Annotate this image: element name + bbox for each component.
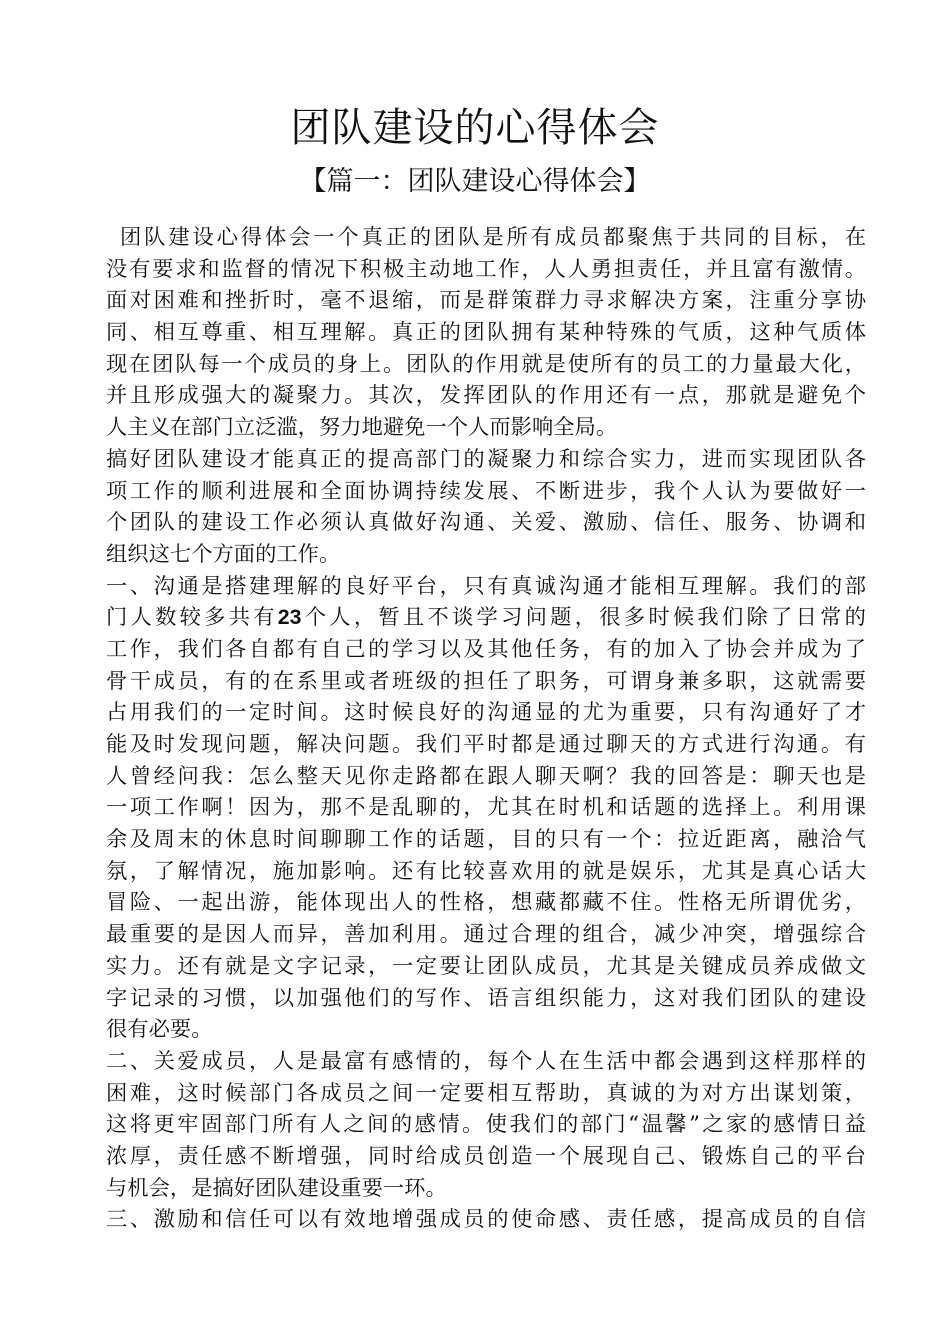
member-count: 23 [277,605,302,630]
text-line: 现在团队每一个成员的身上。团队的作用就是使所有的员工的力量最大化， [106,351,866,377]
text-line: 一、沟通是搭建理解的良好平台，只有真诚沟通才能相互理解。我们的部 [106,573,866,599]
text-line: 组织这七个方面的工作。 [106,541,341,567]
text-line: 人曾经问我：怎么整天见你走路都在跟人聊天啊？我的回答是：聊天也是 [106,763,866,789]
text-line: 占用我们的一定时间。这时候良好的沟通显的尤为重要，只有沟通好了才 [106,700,866,726]
text-line: 一项工作啊！因为，那不是乱聊的，尤其在时机和话题的选择上。利用课 [106,795,866,821]
text-line: 这将更牢固部门所有人之间的感情。使我们的部门“温馨”之家的感情日益 [106,1112,866,1138]
section-heading: 【篇一：团队建设心得体会】 [299,166,651,197]
text-line: 个团队的建设工作必须认真做好沟通、关爱、激励、信任、服务、协调和 [106,510,866,536]
text-line: 很有必要。 [106,1017,213,1043]
text-line: 余及周末的休息时间聊聊工作的话题，目的只有一个：拉近距离，融洽气 [106,827,866,853]
text-segment: 个人，暂且不谈学习问题，很多时候我们除了日常的 [301,605,866,631]
text-line: 最重要的是因人而异，善加利用。通过合理的组合，减少冲突，增强综合 [106,922,866,948]
text-line: 骨干成员，有的在系里或者班级的担任了职务，可谓身兼多职，这就需要 [106,668,866,694]
text-line: 困难，这时候部门各成员之间一定要相互帮助，真诚的为对方出谋划策， [106,1080,866,1106]
text-line: 冒险、一起出游，能体现出人的性格，想藏都藏不住。性格无所谓优劣， [106,890,866,916]
text-line: 氛，了解情况，施加影响。还有比较喜欢用的就是娱乐，尤其是真心话大 [106,858,866,884]
text-line: 工作，我们各自都有自己的学习以及其他任务，有的加入了协会并成为了 [106,636,866,662]
text-line: 三、激励和信任可以有效地增强成员的使命感、责任感，提高成员的自信 [106,1207,866,1233]
document-title: 团队建设的心得体会 [290,105,660,151]
text-line: 浓厚，责任感不断增强，同时给成员创造一个展现自己、锻炼自己的平台 [106,1143,866,1169]
text-line: 字记录的习惯，以加强他们的写作、语言组织能力，这对我们团队的建设 [106,985,866,1011]
text-line: 并且形成强大的凝聚力。其次，发挥团队的作用还有一点，那就是避免个 [106,383,866,409]
text-line: 同、相互尊重、相互理解。真正的团队拥有某种特殊的气质，这种气质体 [106,320,866,346]
text-line: 没有要求和监督的情况下积极主动地工作，人人勇担责任，并且富有激情。 [106,256,866,282]
text-line: 能及时发现问题，解决问题。我们平时都是通过聊天的方式进行沟通。有 [106,732,866,757]
text-line: 项工作的顺利进展和全面协调持续发展、不断进步，我个人认为要做好一 [106,478,866,504]
text-line: 团队建设心得体会一个真正的团队是所有成员都聚焦于共同的目标，在 [120,225,866,250]
text-line [106,602,866,634]
text-line: 二、关爱成员，人是最富有感情的，每个人在生活中都会遇到这样那样的 [106,1048,866,1074]
text-line: 搞好团队建设才能真正的提高部门的凝聚力和综合实力，进而实现团队各 [106,446,866,472]
text-line: 面对困难和挫折时，毫不退缩，而是群策群力寻求解决方案，注重分享协 [106,288,866,314]
text-line: 与机会，是搞好团队建设重要一环。 [106,1175,447,1201]
text-segment: 门人数较多共有 [106,605,278,631]
text-line: 实力。还有就是文字记录，一定要让团队成员，尤其是关键成员养成做文 [106,953,866,979]
body-text [106,222,866,1236]
text-line: 人主义在部门立泛滥，努力地避免一个人而影响全局。 [106,415,618,441]
